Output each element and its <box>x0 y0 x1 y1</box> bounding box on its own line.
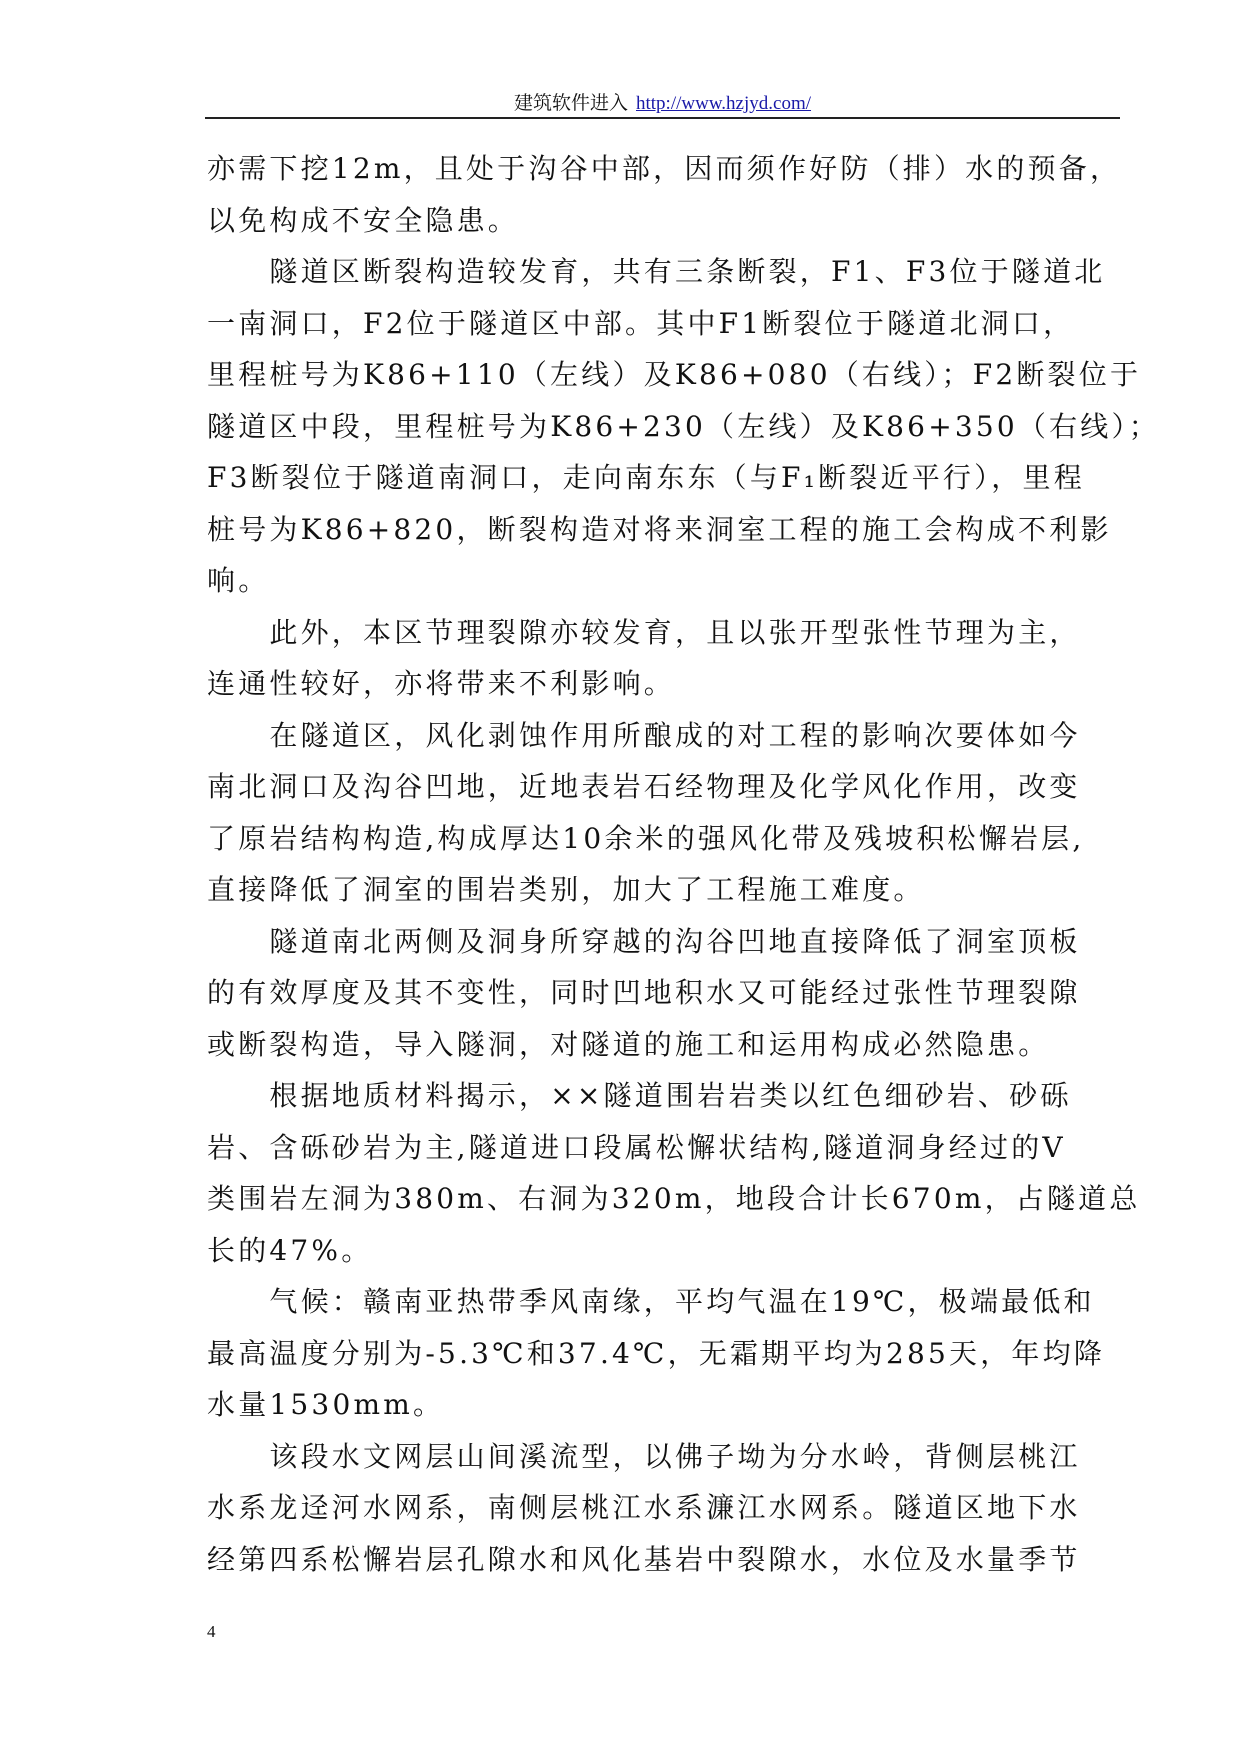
header-rule <box>205 117 1120 119</box>
text-line: 一南洞口，F2位于隧道区中部。其中F1断裂位于隧道北洞口， <box>207 306 1075 340</box>
page-number: 4 <box>207 1622 216 1641</box>
text-line: 桩号为K86+820，断裂构造对将来洞室工程的施工会构成不利影 <box>207 512 1112 546</box>
text-line: 南北洞口及沟谷凹地，近地表岩石经物理及化学风化作用，改变 <box>207 770 1081 803</box>
text-line: 隧道南北两侧及洞身所穿越的沟谷凹地直接降低了洞室顶板 <box>207 924 1081 958</box>
text-line: 水量1530mm。 <box>207 1388 445 1421</box>
text-line: F3断裂位于隧道南洞口，走向南东东（与F₁断裂近平行），里程 <box>207 461 1085 494</box>
text-line: 亦需下挖12m，且处于沟谷中部，因而须作好防（排）水的预备， <box>207 152 1122 185</box>
text-line: 的有效厚度及其不变性，同时凹地积水又可能经过张性节理裂隙 <box>207 976 1081 1009</box>
header-link[interactable]: http://www.hzjyd.com/ <box>635 93 812 114</box>
text-line: 连通性较好，亦将带来不利影响。 <box>207 667 676 700</box>
text-line: 岩、含砾砂岩为主,隧道进口段属松懈状结构,隧道洞身经过的V <box>207 1130 1066 1164</box>
text-line: 气候：赣南亚热带季风南缘，平均气温在19℃，极端最低和 <box>207 1285 1095 1318</box>
text-line: 或断裂构造，导入隧洞，对隧道的施工和运用构成必然隐患。 <box>207 1027 1050 1061</box>
header-label: 建筑软件进入 <box>513 93 628 114</box>
document-body <box>207 143 1160 1585</box>
text-line: 最高温度分别为-5.3℃和37.4℃，无霜期平均为285天，年均降 <box>207 1336 1106 1370</box>
text-line: 里程桩号为K86+110（左线）及K86+080（右线）；F2断裂位于 <box>207 358 1142 391</box>
text-line: 以免构成不安全隐患。 <box>207 203 520 237</box>
text-line: 了原岩结构构造,构成厚达10余米的强风化带及残坡积松懈岩层, <box>207 821 1085 855</box>
text-line: 在隧道区，风化剥蚀作用所酿成的对工程的影响次要体如今 <box>207 718 1081 752</box>
text-line: 隧道区中段，里程桩号为K86+230（左线）及K86+350（右线）； <box>207 409 1160 443</box>
text-line: 类围岩左洞为380m、右洞为320m，地段合计长670m，占隧道总 <box>207 1182 1141 1215</box>
text-line: 直接降低了洞室的围岩类别，加大了工程施工难度。 <box>207 873 925 906</box>
text-line: 根据地质材料揭示，××隧道围岩岩类以红色细砂岩、砂砾 <box>207 1079 1072 1112</box>
text-line: 水系龙迳河水网系，南侧层桃江水系濂江水网系。隧道区地下水 <box>207 1491 1081 1524</box>
text-line: 隧道区断裂构造较发育，共有三条断裂，F1、F3位于隧道北 <box>207 255 1106 288</box>
text-line: 该段水文网层山间溪流型，以佛子坳为分水岭，背侧层桃江 <box>207 1439 1081 1473</box>
text-line: 经第四系松懈岩层孔隙水和风化基岩中裂隙水，水位及水量季节 <box>207 1542 1081 1576</box>
page-header <box>205 88 1120 116</box>
text-line: 响。 <box>207 564 270 597</box>
text-line: 此外，本区节理裂隙亦较发育，且以张开型张性节理为主， <box>207 615 1081 649</box>
text-line: 长的47%。 <box>207 1233 373 1267</box>
